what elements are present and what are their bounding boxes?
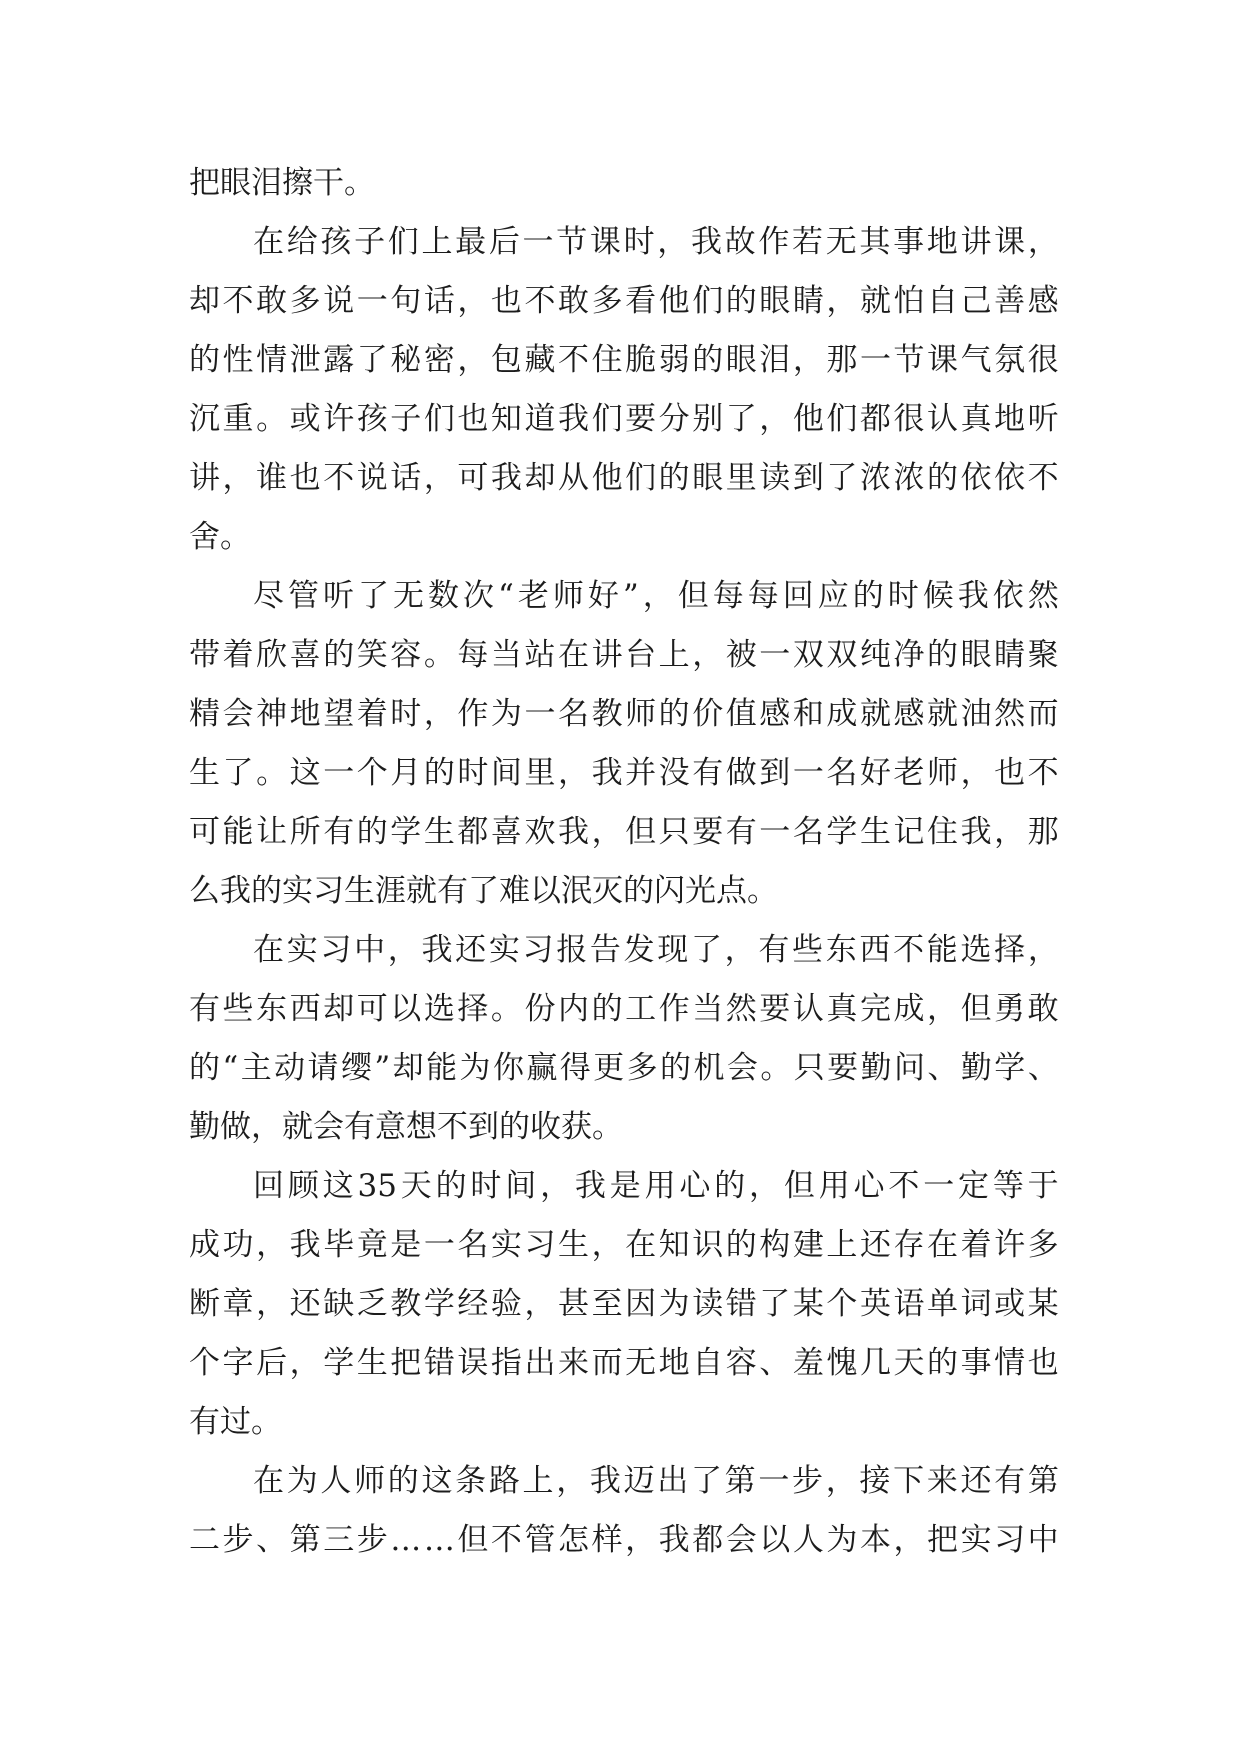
text-line: 沉 重 。 或 许 孩 子 们 也 知 道 我 们 要 分 别 了 ， 他 们 都 很 认 真 地 听 xyxy=(189,401,1059,437)
text-line: 二 步 、 第 三 步 … … 但 不 管 怎 样 ， 我 都 会 以 人 为 本 ， 把 实 习 中 xyxy=(189,1522,1059,1558)
text-line: 的 性 情 泄 露 了 秘 密 ， 包 藏 不 住 脆 弱 的 眼 泪 ， 那 一 节 课 气 氛 很 xyxy=(189,342,1059,378)
body-text xyxy=(189,154,1059,1570)
text-line: 有过。 xyxy=(189,1404,282,1440)
text-line: 回 顾 这 35 天 的 时 间 ， 我 是 用 心 的 ， 但 用 心 不 一 定 等 于 xyxy=(253,1168,1059,1204)
text-line: 成 功 ， 我 毕 竟 是 一 名 实 习 生 ， 在 知 识 的 构 建 上 还 存 在 着 许 多 xyxy=(189,1227,1059,1263)
text-line: 精 会 神 地 望 着 时 ， 作 为 一 名 教 师 的 价 值 感 和 成 就 感 就 油 然 而 xyxy=(189,696,1059,732)
text-line: 可 能 让 所 有 的 学 生 都 喜 欢 我 ， 但 只 要 有 一 名 学 生 记 住 我 ， 那 xyxy=(189,814,1059,850)
text-line: 舍。 xyxy=(189,519,251,555)
text-line: 尽 管 听 了 无 数 次 “ 老 师 好 ” ， 但 每 每 回 应 的 时 候 我 依 然 xyxy=(253,578,1059,614)
text-line: 个 字 后 ， 学 生 把 错 误 指 出 来 而 无 地 自 容 、 羞 愧 几 天 的 事 情 也 xyxy=(189,1345,1059,1381)
text-line: 的 “ 主 动 请 缨 ” 却 能 为 你 赢 得 更 多 的 机 会 。 只 要 勤 问 、 勤 学 、 xyxy=(189,1050,1059,1086)
text-line: 生 了 。 这 一 个 月 的 时 间 里 ， 我 并 没 有 做 到 一 名 好 老 师 ， 也 不 xyxy=(189,755,1059,791)
text-line: 在 为 人 师 的 这 条 路 上 ， 我 迈 出 了 第 一 步 ， 接 下 来 还 有 第 xyxy=(253,1463,1059,1499)
text-line: 有 些 东 西 却 可 以 选 择 。 份 内 的 工 作 当 然 要 认 真 完 成 ， 但 勇 敢 xyxy=(189,991,1059,1027)
text-line: 却 不 敢 多 说 一 句 话 ， 也 不 敢 多 看 他 们 的 眼 睛 ， 就 怕 自 己 善 感 xyxy=(189,283,1059,319)
text-line: 把眼泪擦干。 xyxy=(189,165,375,201)
text-line: 断 章 ， 还 缺 乏 教 学 经 验 ， 甚 至 因 为 读 错 了 某 个 英 语 单 词 或 某 xyxy=(189,1286,1059,1322)
text-line: 么我的实习生涯就有了难以泯灭的闪光点。 xyxy=(189,873,778,909)
text-line: 在 实 习 中 ， 我 还 实 习 报 告 发 现 了 ， 有 些 东 西 不 能 选 择 ， xyxy=(253,932,1059,968)
text-line: 在 给 孩 子 们 上 最 后 一 节 课 时 ， 我 故 作 若 无 其 事 地 讲 课 ， xyxy=(253,224,1059,260)
text-line: 讲 ， 谁 也 不 说 话 ， 可 我 却 从 他 们 的 眼 里 读 到 了 浓 浓 的 依 依 不 xyxy=(189,460,1059,496)
text-line: 带 着 欣 喜 的 笑 容 。 每 当 站 在 讲 台 上 ， 被 一 双 双 纯 净 的 眼 睛 聚 xyxy=(189,637,1059,673)
text-line: 勤做，就会有意想不到的收获。 xyxy=(189,1109,623,1145)
